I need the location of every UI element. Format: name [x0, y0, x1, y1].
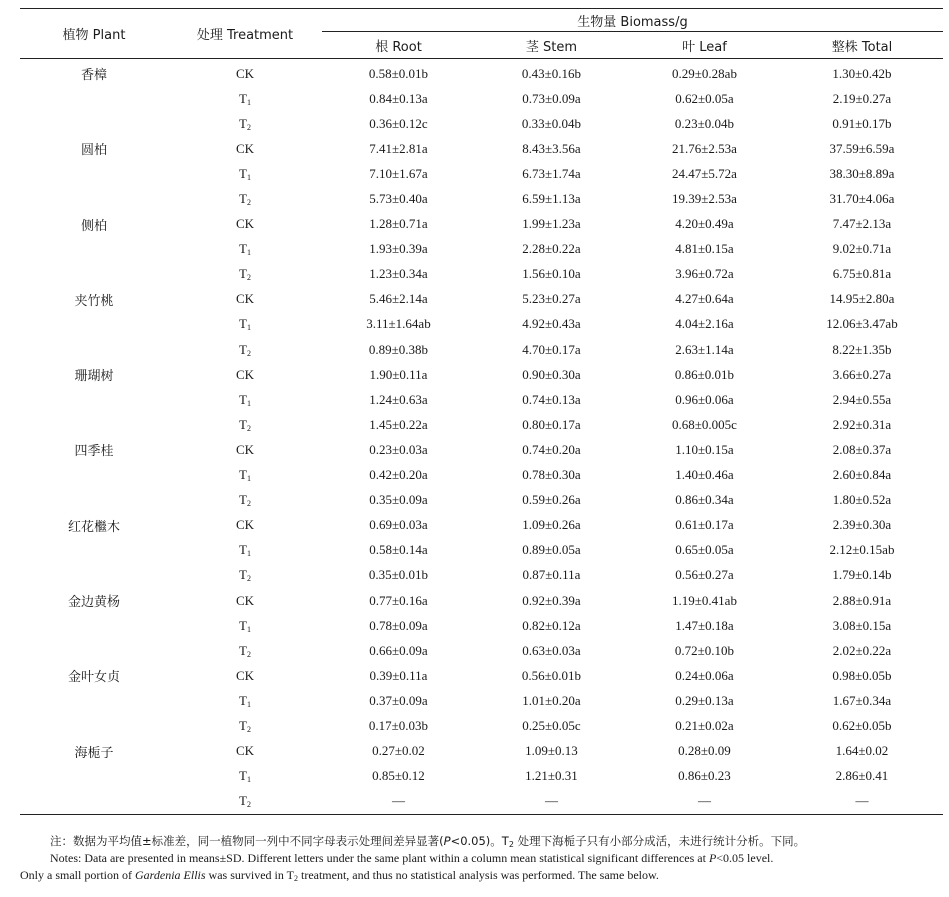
treatment-cell: $T_1$	[239, 316, 251, 333]
leaf-cell: 0.72±0.10b	[674, 642, 735, 658]
leaf-cell: 0.86±0.34a	[675, 492, 734, 508]
header-root: 根 Root	[375, 39, 422, 55]
plant-cell: 金叶女贞	[67, 670, 120, 686]
plant-cell: 夹竹桃	[74, 293, 114, 309]
table-row	[20, 488, 943, 513]
table-row	[20, 387, 943, 412]
total-cell: 2.60±0.84a	[832, 467, 892, 483]
treatment-cell: CK	[235, 743, 255, 759]
stem-cell: 1.21±0.31	[525, 768, 578, 784]
stem-cell: 4.70±0.17a	[522, 341, 581, 357]
root-cell: 0.39±0.11a	[369, 667, 428, 683]
plant-cell	[20, 412, 168, 437]
table-row	[20, 437, 943, 462]
plant-cell	[20, 789, 168, 815]
root-cell: 0.89±0.38b	[368, 341, 429, 357]
table-row	[20, 538, 943, 563]
stem-cell: 1.56±0.10a	[522, 266, 581, 282]
stem-cell: 0.92±0.39a	[522, 592, 581, 608]
total-cell: 1.80±0.52a	[832, 492, 892, 508]
treatment-cell: $T_2$	[239, 717, 251, 734]
root-cell: 0.35±0.09a	[369, 492, 428, 508]
treatment-cell: $T_1$	[239, 165, 251, 182]
leaf-cell: 1.40±0.46a	[675, 467, 734, 483]
leaf-cell: 4.04±2.16a	[675, 316, 734, 332]
table-row	[20, 513, 943, 538]
table-row	[20, 588, 943, 613]
leaf-cell: 3.96±0.72a	[675, 266, 734, 282]
table-row	[20, 739, 943, 764]
total-cell: 2.39±0.30a	[832, 517, 892, 533]
stem-cell: 0.74±0.20a	[522, 441, 581, 457]
root-cell: 3.11±1.64ab	[366, 316, 431, 332]
note-english-line-1: Notes: Data are presented in means±SD. Different letters under the same plant within a column mean statistical significant differences at P<0.05 level.	[50, 851, 774, 865]
plant-cell	[20, 538, 168, 563]
stem-cell: 0.80±0.17a	[522, 416, 581, 432]
stem-cell: 6.59±1.13a	[522, 191, 581, 207]
leaf-cell: 0.21±0.02a	[675, 717, 734, 733]
leaf-cell: 0.28±0.09	[678, 743, 731, 759]
treatment-cell: $T_2$	[239, 642, 251, 659]
table-row	[20, 638, 943, 663]
plant-cell	[20, 488, 168, 513]
stem-cell: 6.73±1.74a	[522, 165, 581, 181]
treatment-cell: CK	[235, 517, 255, 533]
total-cell: 0.98±0.05b	[832, 667, 892, 683]
stem-cell: 1.99±1.23a	[522, 216, 581, 232]
total-cell: 38.30±8.89a	[829, 165, 895, 181]
root-cell: 0.58±0.01b	[368, 65, 429, 81]
plant-cell: 海栀子	[74, 745, 114, 761]
leaf-cell: 19.39±2.53a	[672, 191, 737, 207]
root-cell: 0.85±0.12	[372, 768, 425, 784]
treatment-cell: $T_2$	[239, 567, 251, 584]
plant-cell	[20, 161, 168, 186]
plant-cell	[20, 387, 168, 412]
root-cell: 0.35±0.01b	[368, 567, 429, 583]
plant-cell	[20, 713, 168, 738]
treatment-cell: $T_1$	[239, 617, 251, 634]
table-row	[20, 789, 943, 815]
root-cell: 0.77±0.16a	[369, 592, 428, 608]
leaf-cell: —	[698, 793, 711, 809]
leaf-cell: 0.86±0.01b	[674, 366, 735, 382]
header-leaf: 叶 Leaf	[682, 39, 727, 55]
root-cell: 1.93±0.39a	[369, 241, 428, 257]
table-body	[20, 59, 943, 815]
root-cell: —	[392, 793, 405, 809]
table-notes	[20, 833, 945, 884]
root-cell: 1.24±0.63a	[369, 391, 428, 407]
header-stem: 茎 Stem	[525, 39, 578, 55]
stem-cell: 5.23±0.27a	[522, 291, 581, 307]
total-cell: 14.95±2.80a	[829, 291, 895, 307]
total-cell: 8.22±1.35b	[832, 341, 892, 357]
plant-cell	[20, 86, 168, 111]
total-cell: 12.06±3.47ab	[826, 316, 898, 332]
table-row	[20, 262, 943, 287]
plant-cell	[20, 563, 168, 588]
table-row	[20, 111, 943, 136]
table-row	[20, 161, 943, 186]
header-total: 整株 Total	[831, 39, 893, 55]
leaf-cell: 0.61±0.17a	[675, 517, 734, 533]
table-row	[20, 212, 943, 237]
treatment-cell: $T_2$	[239, 191, 251, 208]
total-cell: 6.75±0.81a	[832, 266, 892, 282]
stem-cell: 1.09±0.13	[525, 743, 578, 759]
plant-cell: 香樟	[80, 68, 107, 84]
total-cell: 2.92±0.31a	[832, 416, 892, 432]
root-cell: 1.23±0.34a	[369, 266, 428, 282]
table-row	[20, 287, 943, 312]
stem-cell: 0.73±0.09a	[522, 90, 581, 106]
leaf-cell: 21.76±2.53a	[672, 140, 737, 156]
total-cell: 1.30±0.42b	[832, 65, 892, 81]
root-cell: 0.69±0.03a	[369, 517, 428, 533]
leaf-cell: 4.20±0.49a	[675, 216, 734, 232]
root-cell: 0.37±0.09a	[369, 692, 428, 708]
leaf-cell: 0.86±0.23	[678, 768, 731, 784]
stem-cell: 0.56±0.01b	[521, 667, 582, 683]
table-row	[20, 59, 943, 87]
stem-cell: 0.33±0.04b	[521, 115, 582, 131]
plant-cell	[20, 111, 168, 136]
leaf-cell: 0.29±0.28ab	[672, 65, 737, 81]
stem-cell: 0.43±0.16b	[521, 65, 582, 81]
root-cell: 0.27±0.02	[372, 743, 425, 759]
table-row	[20, 237, 943, 262]
treatment-cell: $T_1$	[239, 542, 251, 559]
plant-cell: 红花檵木	[67, 519, 120, 535]
total-cell: 3.08±0.15a	[832, 617, 892, 633]
treatment-cell: CK	[235, 140, 255, 156]
root-cell: 0.84±0.13a	[369, 90, 428, 106]
treatment-cell: CK	[235, 291, 255, 307]
total-cell: 37.59±6.59a	[829, 140, 895, 156]
stem-cell: 0.87±0.11a	[522, 567, 581, 583]
leaf-cell: 4.81±0.15a	[675, 241, 734, 257]
treatment-cell: CK	[235, 667, 255, 683]
total-cell: 1.79±0.14b	[832, 567, 892, 583]
total-cell: 7.47±2.13a	[832, 216, 892, 232]
leaf-cell: 0.23±0.04b	[674, 115, 735, 131]
total-cell: 1.67±0.34a	[832, 692, 892, 708]
root-cell: 0.58±0.14a	[369, 542, 428, 558]
total-cell: 2.94±0.55a	[832, 391, 892, 407]
plant-cell: 侧柏	[80, 218, 107, 234]
root-cell: 0.36±0.12c	[369, 115, 428, 131]
plant-cell	[20, 613, 168, 638]
root-cell: 0.78±0.09a	[369, 617, 428, 633]
total-cell: 2.02±0.22a	[832, 642, 892, 658]
stem-cell: 0.25±0.05c	[522, 717, 581, 733]
total-cell: 9.02±0.71a	[832, 241, 892, 257]
treatment-cell: CK	[235, 216, 255, 232]
table-row	[20, 86, 943, 111]
plant-cell	[20, 337, 168, 362]
table-row	[20, 463, 943, 488]
leaf-cell: 1.10±0.15a	[675, 441, 734, 457]
stem-cell: 1.01±0.20a	[522, 692, 581, 708]
root-cell: 0.23±0.03a	[369, 441, 428, 457]
biomass-table	[20, 8, 943, 815]
plant-cell: 珊瑚树	[74, 369, 114, 385]
table-row	[20, 312, 943, 337]
treatment-cell: $T_1$	[239, 391, 251, 408]
table-row	[20, 136, 943, 161]
total-cell: 2.86±0.41	[835, 768, 889, 784]
note-english-line-2: Only a small portion of Gardenia Ellis was survived in $T_2$ treatment, and thus no statistical analysis was performed. The same below.	[20, 868, 659, 883]
root-cell: 5.73±0.40a	[369, 191, 428, 207]
leaf-cell: 1.47±0.18a	[675, 617, 734, 633]
stem-cell: 8.43±3.56a	[522, 140, 581, 156]
root-cell: 1.45±0.22a	[369, 416, 428, 432]
plant-cell	[20, 312, 168, 337]
table-row	[20, 362, 943, 387]
header-biomass: 生物量 Biomass/g	[322, 9, 943, 32]
treatment-cell: $T_1$	[239, 467, 251, 484]
treatment-cell: $T_1$	[239, 692, 251, 709]
stem-cell: 2.28±0.22a	[522, 241, 581, 257]
root-cell: 0.42±0.20a	[369, 467, 428, 483]
total-cell: 2.12±0.15ab	[829, 542, 895, 558]
leaf-cell: 4.27±0.64a	[675, 291, 734, 307]
root-cell: 7.10±1.67a	[369, 165, 428, 181]
stem-cell: 0.74±0.13a	[522, 391, 581, 407]
stem-cell: 0.59±0.26a	[522, 492, 581, 508]
stem-cell: 0.89±0.05a	[522, 542, 581, 558]
stem-cell: 0.63±0.03a	[522, 642, 581, 658]
total-cell: 1.64±0.02	[835, 743, 889, 759]
treatment-cell: $T_2$	[239, 341, 251, 358]
table-row	[20, 764, 943, 789]
table-row	[20, 613, 943, 638]
stem-cell: 4.92±0.43a	[522, 316, 581, 332]
total-cell: 31.70±4.06a	[829, 191, 895, 207]
table-row	[20, 412, 943, 437]
leaf-cell: 0.62±0.05a	[675, 90, 734, 106]
plant-cell	[20, 764, 168, 789]
note-chinese: 注：数据为平均值±标准差，同一植物同一列中不同字母表示处理间差异显著(P<0.05)。$T_2$ 处理下海栀子只有小部分成活，未进行统计分析。下同。	[50, 834, 806, 849]
leaf-cell: 0.24±0.06a	[675, 667, 734, 683]
table-row	[20, 713, 943, 738]
table-row	[20, 688, 943, 713]
treatment-cell: $T_2$	[239, 416, 251, 433]
treatment-cell: CK	[235, 441, 255, 457]
root-cell: 1.28±0.71a	[369, 216, 428, 232]
treatment-cell: CK	[235, 592, 255, 608]
plant-cell	[20, 262, 168, 287]
table-row	[20, 337, 943, 362]
plant-cell	[20, 186, 168, 211]
treatment-cell: $T_2$	[239, 115, 251, 132]
stem-cell: 0.82±0.12a	[522, 617, 581, 633]
root-cell: 7.41±2.81a	[369, 140, 428, 156]
leaf-cell: 24.47±5.72a	[672, 165, 737, 181]
root-cell: 5.46±2.14a	[369, 291, 428, 307]
plant-cell: 圆柏	[80, 143, 107, 159]
leaf-cell: 1.19±0.41ab	[672, 592, 737, 608]
table-row	[20, 186, 943, 211]
total-cell: 0.62±0.05b	[832, 717, 892, 733]
header-plant: 植物 Plant	[20, 9, 168, 59]
table-row	[20, 663, 943, 688]
leaf-cell: 2.63±1.14a	[675, 341, 734, 357]
treatment-cell: $T_1$	[239, 241, 251, 258]
leaf-cell: 0.96±0.06a	[675, 391, 734, 407]
leaf-cell: 0.68±0.005c	[672, 416, 737, 432]
leaf-cell: 0.56±0.27a	[675, 567, 734, 583]
plant-cell: 金边黄杨	[67, 595, 120, 611]
total-cell: 2.19±0.27a	[832, 90, 892, 106]
stem-cell: 0.90±0.30a	[522, 366, 581, 382]
plant-cell	[20, 638, 168, 663]
treatment-cell: $T_1$	[239, 90, 251, 107]
total-cell: 2.08±0.37a	[832, 441, 892, 457]
leaf-cell: 0.65±0.05a	[675, 542, 734, 558]
plant-cell: 四季桂	[74, 444, 114, 460]
total-cell: 2.88±0.91a	[832, 592, 892, 608]
treatment-cell: $T_1$	[239, 768, 251, 785]
treatment-cell: CK	[235, 65, 255, 81]
plant-cell	[20, 688, 168, 713]
root-cell: 0.17±0.03b	[368, 717, 429, 733]
header-treatment: 处理 Treatment	[168, 9, 322, 59]
stem-cell: —	[545, 793, 558, 809]
leaf-cell: 0.29±0.13a	[675, 692, 734, 708]
stem-cell: 0.78±0.30a	[522, 467, 581, 483]
total-cell: —	[855, 793, 869, 809]
treatment-cell: $T_2$	[239, 793, 251, 810]
table-row	[20, 563, 943, 588]
total-cell: 0.91±0.17b	[832, 115, 892, 131]
treatment-cell: $T_2$	[239, 492, 251, 509]
header-row-1	[20, 9, 943, 32]
treatment-cell: $T_2$	[239, 266, 251, 283]
plant-cell	[20, 463, 168, 488]
root-cell: 1.90±0.11a	[369, 366, 428, 382]
plant-cell	[20, 237, 168, 262]
root-cell: 0.66±0.09a	[369, 642, 428, 658]
treatment-cell: CK	[235, 366, 255, 382]
total-cell: 3.66±0.27a	[832, 366, 892, 382]
stem-cell: 1.09±0.26a	[522, 517, 581, 533]
